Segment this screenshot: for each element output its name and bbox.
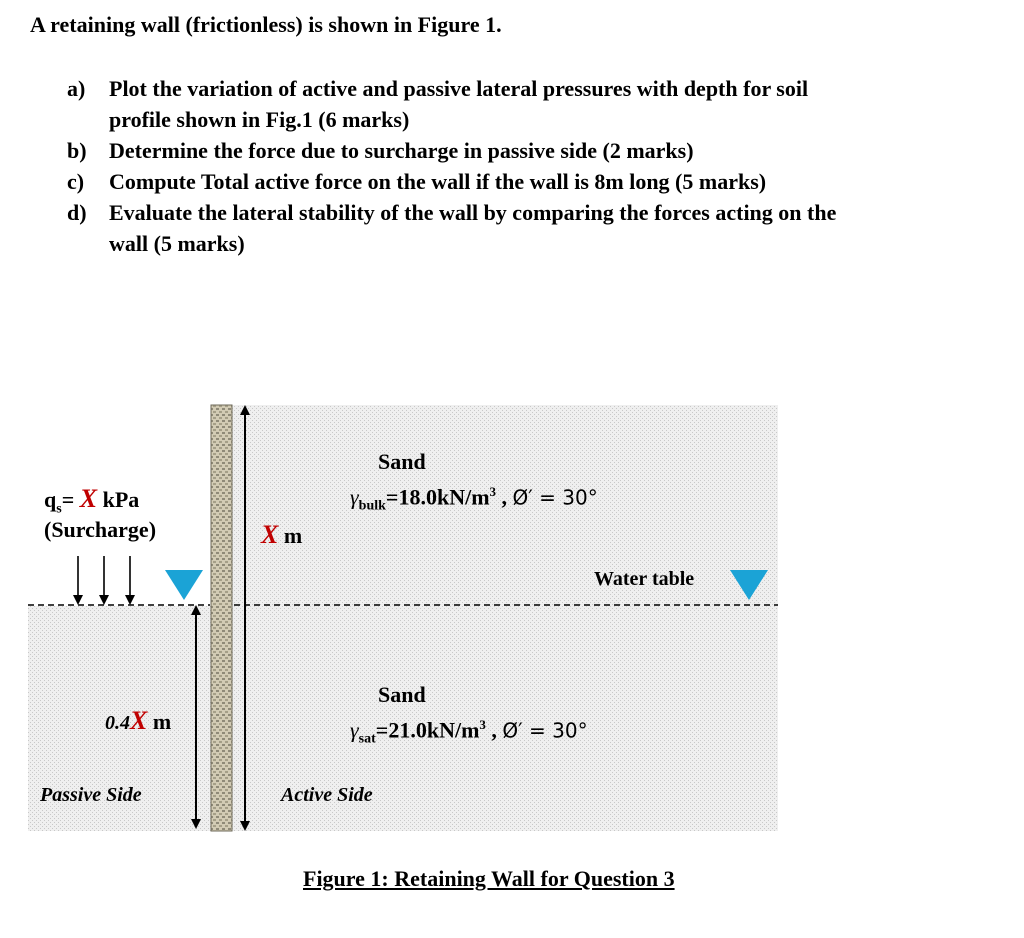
active-side-label: Active Side (281, 784, 373, 806)
lower-layer-name: Sand (378, 682, 426, 707)
passive-depth-variable: X (130, 706, 148, 735)
gamma-subscript: sat (358, 731, 376, 747)
surcharge-variable: X (79, 484, 98, 513)
surcharge-label (44, 484, 139, 517)
upper-layer-name: Sand (378, 449, 426, 474)
separator: , (485, 717, 503, 743)
friction-angle: Ø′ = 30° (502, 718, 588, 743)
question-b-line-1: Determine the force due to surcharge in passive side (2 marks) (109, 138, 694, 163)
separator: , (496, 484, 513, 510)
surcharge-symbol: q (44, 487, 57, 512)
passive-side-label: Passive Side (40, 784, 142, 806)
unit-exponent: 3 (479, 717, 486, 732)
question-b-label: b) (67, 138, 87, 163)
surcharge-note: (Surcharge) (44, 517, 157, 542)
surcharge-unit: kPa (97, 487, 140, 512)
wall-height-label (261, 520, 302, 550)
passive-depth-prefix: 0.4 (105, 712, 130, 734)
question-a-line-1: Plot the variation of active and passive lateral pressures with depth for soil (109, 76, 809, 101)
question-a-line-2: profile shown in Fig.1 (6 marks) (109, 107, 410, 132)
wall-height-variable: X (261, 520, 279, 549)
unit-weight-value: =21.0kN/m (375, 717, 480, 743)
wall-height-unit: m (278, 523, 303, 548)
question-a-label: a) (67, 76, 86, 101)
unit-weight-value: =18.0kN/m (385, 484, 490, 510)
upper-layer-properties (350, 484, 598, 515)
active-soil-region (232, 405, 778, 831)
figure-caption: Figure 1: Retaining Wall for Question 3 (303, 866, 675, 891)
question-c-label: c) (67, 169, 85, 194)
surcharge-subscript: s (56, 501, 62, 517)
gamma-symbol: γ (350, 484, 359, 510)
passive-depth-label (105, 706, 171, 736)
question-d-line-2: wall (5 marks) (109, 231, 245, 256)
unit-exponent: 3 (489, 484, 497, 499)
question-d-label: d) (67, 200, 87, 225)
problem-title: A retaining wall (frictionless) is shown in Figure 1. (30, 12, 502, 37)
water-table-label: Water table (594, 568, 695, 590)
passive-depth-unit: m (147, 709, 172, 734)
friction-angle: Ø′ = 30° (512, 485, 598, 510)
gamma-subscript: bulk (358, 498, 386, 514)
surcharge-equals: = (61, 487, 80, 512)
question-c-line-1: Compute Total active force on the wall if the wall is 8m long (5 marks) (109, 169, 767, 194)
water-table-triangle-passive (165, 570, 203, 600)
gamma-symbol: γ (350, 717, 359, 743)
retaining-wall (211, 405, 232, 831)
question-d-line-1: Evaluate the lateral stability of the wall by comparing the forces acting on the (109, 200, 837, 225)
lower-layer-properties (350, 717, 588, 748)
